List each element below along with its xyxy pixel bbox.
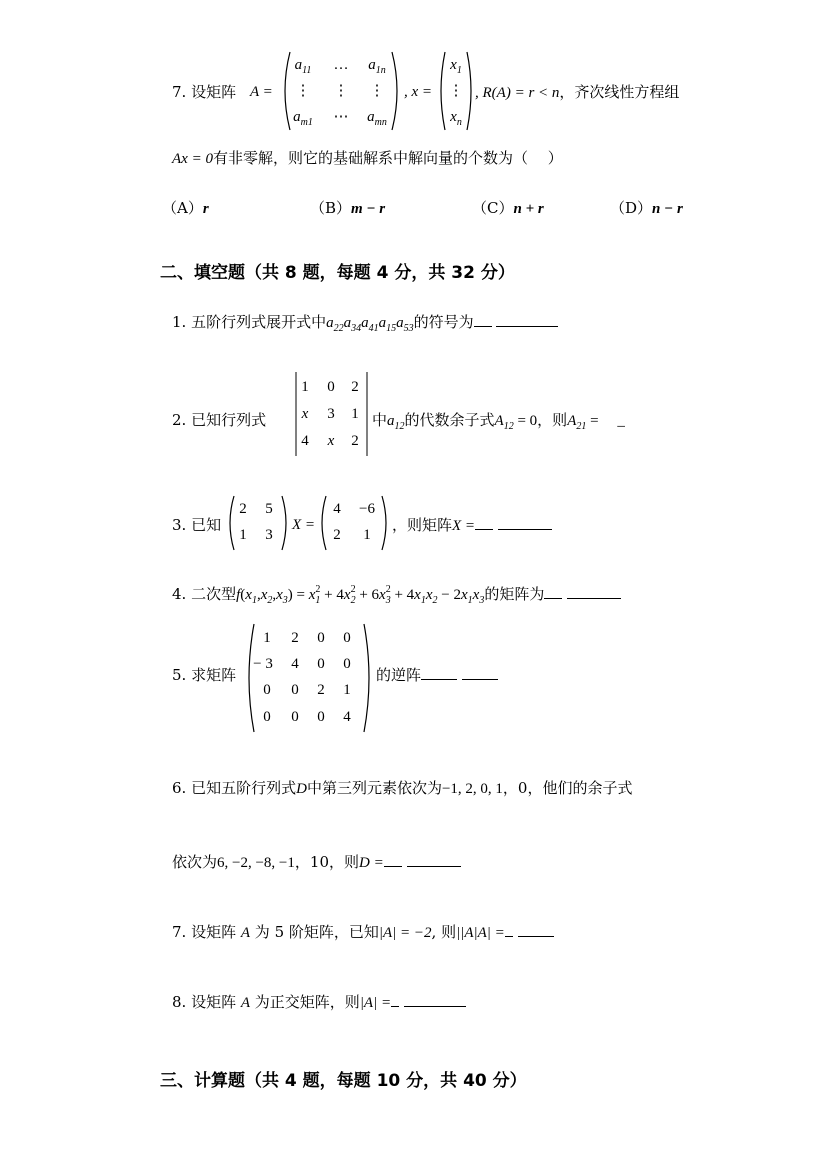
mat-cell: 2 <box>239 501 247 517</box>
fill-1 <box>172 312 558 339</box>
q7-x-eq: , x = <box>404 84 433 100</box>
mat-cell: 0 <box>317 709 325 725</box>
fill-6-line1 <box>172 778 632 799</box>
mat-cell: 1 <box>239 527 247 543</box>
fill-4-tail: 的矩阵为 <box>484 585 545 603</box>
q7-tail: ，齐次线性方程组 <box>559 83 680 101</box>
cell-dots: … <box>333 57 349 73</box>
fill-2-mid: 中 <box>372 411 388 429</box>
mat-cell: 0 <box>343 656 351 672</box>
mat-cell: 0 <box>291 682 299 698</box>
fill-3-prefix-line <box>172 515 221 535</box>
fill-4 <box>172 580 621 611</box>
mat-cell: 5 <box>265 501 273 517</box>
fill-3-X-eq: X = <box>292 517 316 533</box>
mat-cell: − 3 <box>253 656 273 672</box>
fill-6-line1a: 6. 已知五阶行列式 <box>172 779 297 797</box>
fill-2-eq: = _ <box>586 413 625 429</box>
cell-a11: $a_{11}$ <box>294 57 312 76</box>
answer-blank[interactable] <box>567 584 621 599</box>
fill-3-X <box>292 515 315 535</box>
q7-line2-math: Ax = 0 <box>172 151 213 167</box>
fill-8-text: 8. 设矩阵 <box>172 993 241 1011</box>
fill-4-formula: $f(x_1,x_2,x_3) = x_1^2 + 4x_2^2 + 6x_3^2 + 4x_1x_2 - 2x_1x_3$ <box>236 584 485 606</box>
det-cell: x <box>327 433 335 449</box>
answer-blank[interactable] <box>475 515 493 530</box>
cell-amn: $a_{mn}$ <box>367 109 387 128</box>
fill-5-matrix <box>244 622 374 734</box>
mat-cell: 4 <box>343 709 351 725</box>
fill-6-D2: D = <box>359 855 384 871</box>
fill-8-A: A <box>240 995 251 1011</box>
q7-A-eq: A = <box>250 84 273 100</box>
fill-7-A: A <box>240 925 251 941</box>
fill-7-eq1: |A| = −2 <box>378 925 432 941</box>
mat-cell: 0 <box>291 709 299 725</box>
option-b-label: （B） <box>310 199 352 217</box>
fill-3-right-matrix <box>318 494 390 552</box>
det-cell: x <box>301 406 309 422</box>
option-a-value: r <box>202 201 209 217</box>
mat-cell: 1 <box>363 527 371 543</box>
option-a[interactable] <box>162 198 209 219</box>
det-cell: 1 <box>351 406 359 422</box>
det-cell: 2 <box>351 379 359 395</box>
fill-6-D: D <box>296 781 307 797</box>
fill-4-prefix: 4. 二次型 <box>172 585 237 603</box>
fill-1-product: $a_{22}a_{34}a_{41}a_{15}a_{53}$ <box>326 315 414 334</box>
answer-blank[interactable] <box>474 312 492 327</box>
cell-vdots: ⋮ <box>295 83 311 99</box>
fill-6-line2b: ，10，则 <box>294 853 359 871</box>
mat-cell: 1 <box>343 682 351 698</box>
mat-cell: 4 <box>333 501 341 517</box>
fill-5-prefix: 5. 求矩阵 <box>172 666 237 684</box>
fill-3-tail-line <box>392 515 552 536</box>
fill-6-line2a: 依次为 <box>172 853 218 871</box>
fill-3-left-matrix <box>226 494 290 552</box>
fill-6-line2 <box>172 852 461 873</box>
mat-cell: 0 <box>263 709 271 725</box>
mat-cell: −6 <box>359 501 375 517</box>
mat-cell: 0 <box>317 630 325 646</box>
q7-line2-text: 有非零解，则它的基础解系中解向量的个数为（ ） <box>212 149 563 167</box>
fill-2-tail: ，则 <box>537 411 568 429</box>
q7-prefix: 7. 设矩阵 <box>172 83 237 101</box>
mat-cell: 4 <box>291 656 299 672</box>
cell-cdots: ⋯ <box>333 109 349 125</box>
fill-3-prefix: 3. 已知 <box>172 516 222 534</box>
fill-8-eq: |A| = <box>359 995 392 1011</box>
fill-2-prefix: 2. 已知行列式 <box>172 411 267 429</box>
fill-7-text: 7. 设矩阵 <box>172 923 241 941</box>
option-b[interactable] <box>310 198 385 219</box>
fill-3-X2: X = <box>452 518 476 534</box>
q7-line1 <box>172 82 236 102</box>
answer-blank[interactable] <box>462 665 498 680</box>
section-2-title: 二、填空题（共 8 题，每题 4 分，共 32 分） <box>160 263 515 283</box>
option-c-label: （C） <box>472 199 514 217</box>
fill-5-tail: 的逆阵 <box>376 666 422 684</box>
q7-A-label <box>250 82 273 102</box>
answer-blank[interactable] <box>496 312 558 327</box>
cell-vdots: ⋮ <box>369 83 385 99</box>
option-a-label: （A） <box>162 199 203 217</box>
answer-blank[interactable] <box>407 852 461 867</box>
mat-cell: 2 <box>333 527 341 543</box>
fill-1-prefix: 1. 五阶行列式展开式中 <box>172 313 327 331</box>
answer-blank[interactable] <box>391 992 399 1007</box>
fill-6-vals1: −1, 2, 0, 1 <box>441 781 503 797</box>
fill-2-determinant <box>294 370 370 458</box>
cell-a1n: $a_{1n}$ <box>368 57 386 76</box>
q7-vector-x <box>437 50 475 132</box>
mat-cell: 1 <box>263 630 271 646</box>
cell-x1: $x_1$ <box>450 57 462 76</box>
answer-blank[interactable] <box>518 922 554 937</box>
mat-cell: 0 <box>343 630 351 646</box>
det-cell: 2 <box>351 433 359 449</box>
fill-2-a12: $a_{12}$ <box>387 413 405 432</box>
answer-blank[interactable] <box>404 992 466 1007</box>
fill-7-mid: 为 5 阶矩阵，已知 <box>250 923 379 941</box>
fill-7-eq2: ||A|A| = <box>456 925 505 941</box>
fill-7-mid2: , 则 <box>431 923 457 941</box>
fill-6-line1b: 中第三列元素依次为 <box>306 779 442 797</box>
answer-blank[interactable] <box>421 665 457 680</box>
fill-6-vals2: 6, −2, −8, −1 <box>217 855 295 871</box>
answer-blank[interactable] <box>505 922 513 937</box>
q7-line2 <box>172 148 563 169</box>
fill-2-tail-line: 中$a_{12}$的代数余子式$A_{12} = 0$，则$A_{21}$ = _ <box>372 411 625 432</box>
section-3-title: 三、计算题（共 4 题，每题 10 分，共 40 分） <box>160 1071 527 1091</box>
fill-6-line1c: ，0，他们的余子式 <box>502 779 633 797</box>
cell-xn: $x_n$ <box>450 109 462 128</box>
det-cell: 1 <box>301 379 309 395</box>
option-c[interactable] <box>472 198 544 219</box>
mat-cell: 3 <box>265 527 273 543</box>
fill-2-mid2: 的代数余子式 <box>404 411 495 429</box>
cell-vdots: ⋮ <box>333 83 349 99</box>
answer-blank[interactable] <box>498 515 552 530</box>
q7-rank <box>475 82 679 103</box>
fill-3-tail: ，则矩阵 <box>392 516 453 534</box>
option-d-label: （D） <box>610 199 653 217</box>
fill-8-mid: 为正交矩阵，则 <box>250 993 360 1011</box>
cell-vdots: ⋮ <box>448 83 464 99</box>
mat-cell: 0 <box>263 682 271 698</box>
q7-rank-text: , R(A) = r < n <box>475 85 560 101</box>
cell-am1: $a_{m1}$ <box>293 109 313 128</box>
answer-blank[interactable] <box>544 584 562 599</box>
q7-matrix-A <box>280 50 404 132</box>
fill-7 <box>172 922 554 943</box>
fill-2-A21: $A_{21}$ <box>567 413 587 432</box>
option-d[interactable] <box>610 198 683 219</box>
det-cell: 0 <box>327 379 335 395</box>
mat-cell: 2 <box>317 682 325 698</box>
fill-5-tail-line <box>376 665 498 685</box>
answer-blank[interactable] <box>384 852 402 867</box>
option-b-value: m − r <box>351 201 386 217</box>
det-cell: 4 <box>301 433 309 449</box>
mat-cell: 0 <box>317 656 325 672</box>
fill-8 <box>172 992 466 1013</box>
q7-x-label <box>404 82 432 102</box>
mat-cell: 2 <box>291 630 299 646</box>
fill-2-A12: $A_{12}$ <box>494 413 514 432</box>
option-d-value: n − r <box>652 201 683 217</box>
option-c-value: n + r <box>513 201 544 217</box>
fill-5-prefix-line <box>172 665 236 685</box>
det-cell: 3 <box>327 406 335 422</box>
fill-2-prefix-line <box>172 410 266 430</box>
fill-1-tail: 的符号为 <box>413 313 474 331</box>
